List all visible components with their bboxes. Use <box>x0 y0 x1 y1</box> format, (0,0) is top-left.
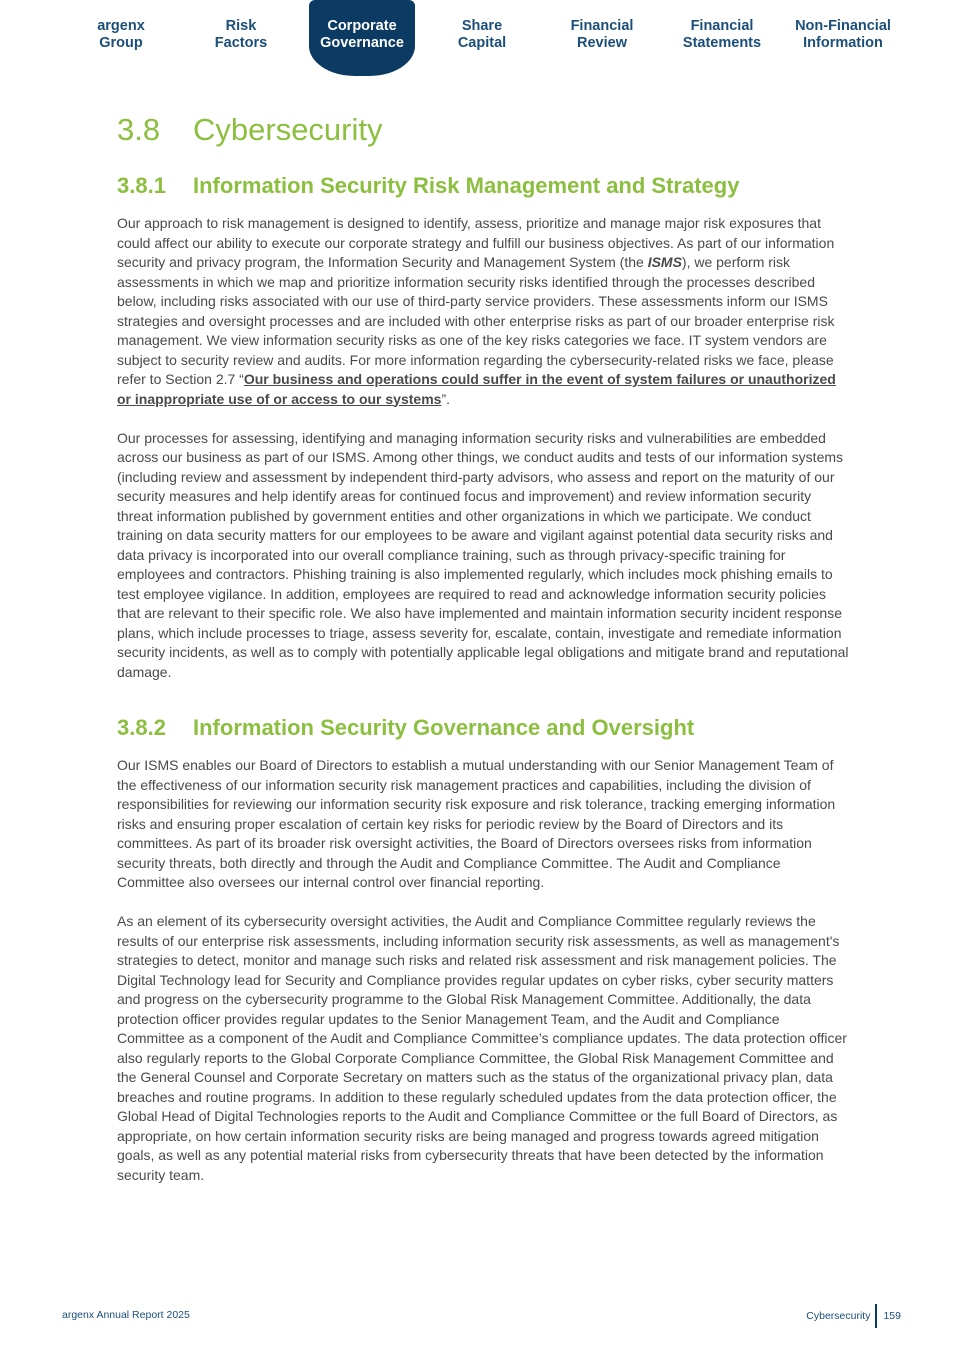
footer-section-name: Cybersecurity <box>806 1310 871 1322</box>
paragraph-text: ), we perform risk assessments in which we map and prioritize information security risks identified through the processes described below, including risks associated with our use of third-party service providers. These assessments inform our ISMS strategies and oversight processes and are included with other enterprise risks as part of our broader enterprise risk management. We view information security risks as one of the key risks categories we face. IT system vendors are subject to security review and audits. For more information regarding the cybersecurity-related risks we face, please refer to Section 2.7 “ <box>117 254 835 387</box>
subsection-heading <box>117 714 850 742</box>
nav-tab-argenx-group[interactable] <box>61 0 181 76</box>
cross-reference-link[interactable]: Our business and operations could suffer in the event of system failures or unauthorized or inappropriate use of or access to our systems <box>117 371 836 407</box>
nav-tab-share-capital[interactable] <box>422 0 542 76</box>
section-heading <box>117 110 850 162</box>
subsection-title: Information Security Risk Management and Strategy <box>193 173 740 198</box>
footer-divider <box>875 1304 877 1328</box>
subsection-number: 3.8.2 <box>117 715 166 740</box>
page-number: 159 <box>883 1310 901 1322</box>
nav-tab-label: argenx <box>97 18 145 34</box>
section-title: Cybersecurity <box>193 112 383 147</box>
paragraph: Our processes for assessing, identifying and managing information security risks and vulnerabilities are embedded across our business as part of our ISMS. Among other things, we conduct audits and tests of our information systems (including review and assessment by independent third-party advisors, who assess and report on the maturity of our security measures and help identify areas for continued focus and improvement) and review information security threat information published by government entities and other organizations in which we participate. We conduct training on data security matters for our employees to be aware and vigilant against potential data security risks and data privacy is incorporated into our overall compliance training, such as through privacy-specific training for employees and contractors. Phishing training is also implemented regularly, which includes mock phishing emails to test employee vigilance. In addition, employees are required to read and acknowledge information security policies that are relevant to their specific role. We also have implemented and maintain information security incident response plans, which include processes to triage, assess severity for, escalate, contain, investigate and remediate information security incidents, as well as to comply with potentially applicable legal obligations and mitigate brand and reputational damage. <box>117 429 849 680</box>
paragraph-text: ”. <box>441 390 450 407</box>
paragraph <box>117 214 850 409</box>
nav-tab-label: Corporate <box>327 18 397 34</box>
paragraph: Our ISMS enables our Board of Directors to establish a mutual understanding with our Senior Management Team of the effectiveness of our information security risk management practices and capabilities, including the division of responsibilities for reviewing our information security risk exposure and risk tolerance, tracking emerging information risks and ensuring proper escalation of certain key risks for periodic review by the Board of Directors and its committees. As part of its broader risk oversight activities, the Board of Directors oversees risks from information security threats, both directly and through the Audit and Compliance Committee. The Audit and Compliance Committee also oversees our internal control over financial reporting. <box>117 757 836 890</box>
top-navigation <box>0 0 964 80</box>
footer-report-title: argenx Annual Report 2025 <box>62 1309 190 1321</box>
paragraph: As an element of its cybersecurity oversight activities, the Audit and Compliance Committee regularly reviews the results of our enterprise risk assessments, including information security risk assessments, as well as management's strategies to detect, monitor and manage such risks and related risk assessment and risk management policies. The Digital Technology lead for Security and Compliance provides regular updates on cyber risks, cyber security matters and progress on the cybersecurity programme to the Global Risk Management Committee. Additionally, the data protection officer provides regular updates to the Senior Management Team, and the Audit and Compliance Committee as a component of the Audit and Compliance Committee’s compliance updates. The data protection officer also regularly reports to the Global Corporate Compliance Committee, the Global Risk Management Committee and the General Counsel and Corporate Secretary on matters such as the status of the organizational privacy plan, data breaches and routine programs. In addition to these regularly scheduled updates from the data protection officer, the Global Head of Digital Technologies reports to the Audit and Compliance Committee or the full Board of Directors, as appropriate, on how certain information security risks are being managed and progress towards agreed mitigation goals, as well as any potential material risks from cybersecurity threats that have been detected by the information security team. <box>117 913 847 1183</box>
nav-tab-financial-review[interactable] <box>542 0 662 76</box>
nav-tab-risk-factors[interactable] <box>181 0 301 76</box>
nav-tab-label: Statements <box>682 35 762 51</box>
nav-tab-label: Information <box>803 35 883 51</box>
nav-tab-label: Governance <box>320 35 404 51</box>
nav-tab-label: Factors <box>214 35 268 51</box>
nav-tab-label: Share <box>461 18 503 34</box>
paragraph-text: Our approach to risk management is designed to identify, assess, prioritize and manage major risk exposures that could affect our ability to execute our corporate strategy and fulfill our business objectives. As part of our information security and privacy program, the Information Security and Management System (the <box>117 215 835 270</box>
defined-term: ISMS <box>647 254 682 270</box>
nav-tab-label: Financial <box>570 18 634 34</box>
nav-tab-label: Non-Financial <box>795 18 891 34</box>
nav-tab-label: Review <box>577 35 627 51</box>
subsection-number: 3.8.1 <box>117 173 166 198</box>
nav-tab-label: Financial <box>690 18 754 34</box>
nav-tab-label: Group <box>99 35 143 51</box>
nav-tab-corporate-governance[interactable] <box>309 0 415 76</box>
subsection-title: Information Security Governance and Oversight <box>193 715 695 740</box>
nav-tab-non-financial-information[interactable] <box>783 0 903 76</box>
nav-tab-label: Risk <box>225 18 257 34</box>
subsection-heading <box>117 172 850 200</box>
section-number: 3.8 <box>117 112 161 147</box>
nav-tab-financial-statements[interactable] <box>662 0 782 76</box>
nav-tab-label: Capital <box>457 35 507 51</box>
footer-page-info <box>806 1304 901 1328</box>
main-content <box>117 110 850 1185</box>
